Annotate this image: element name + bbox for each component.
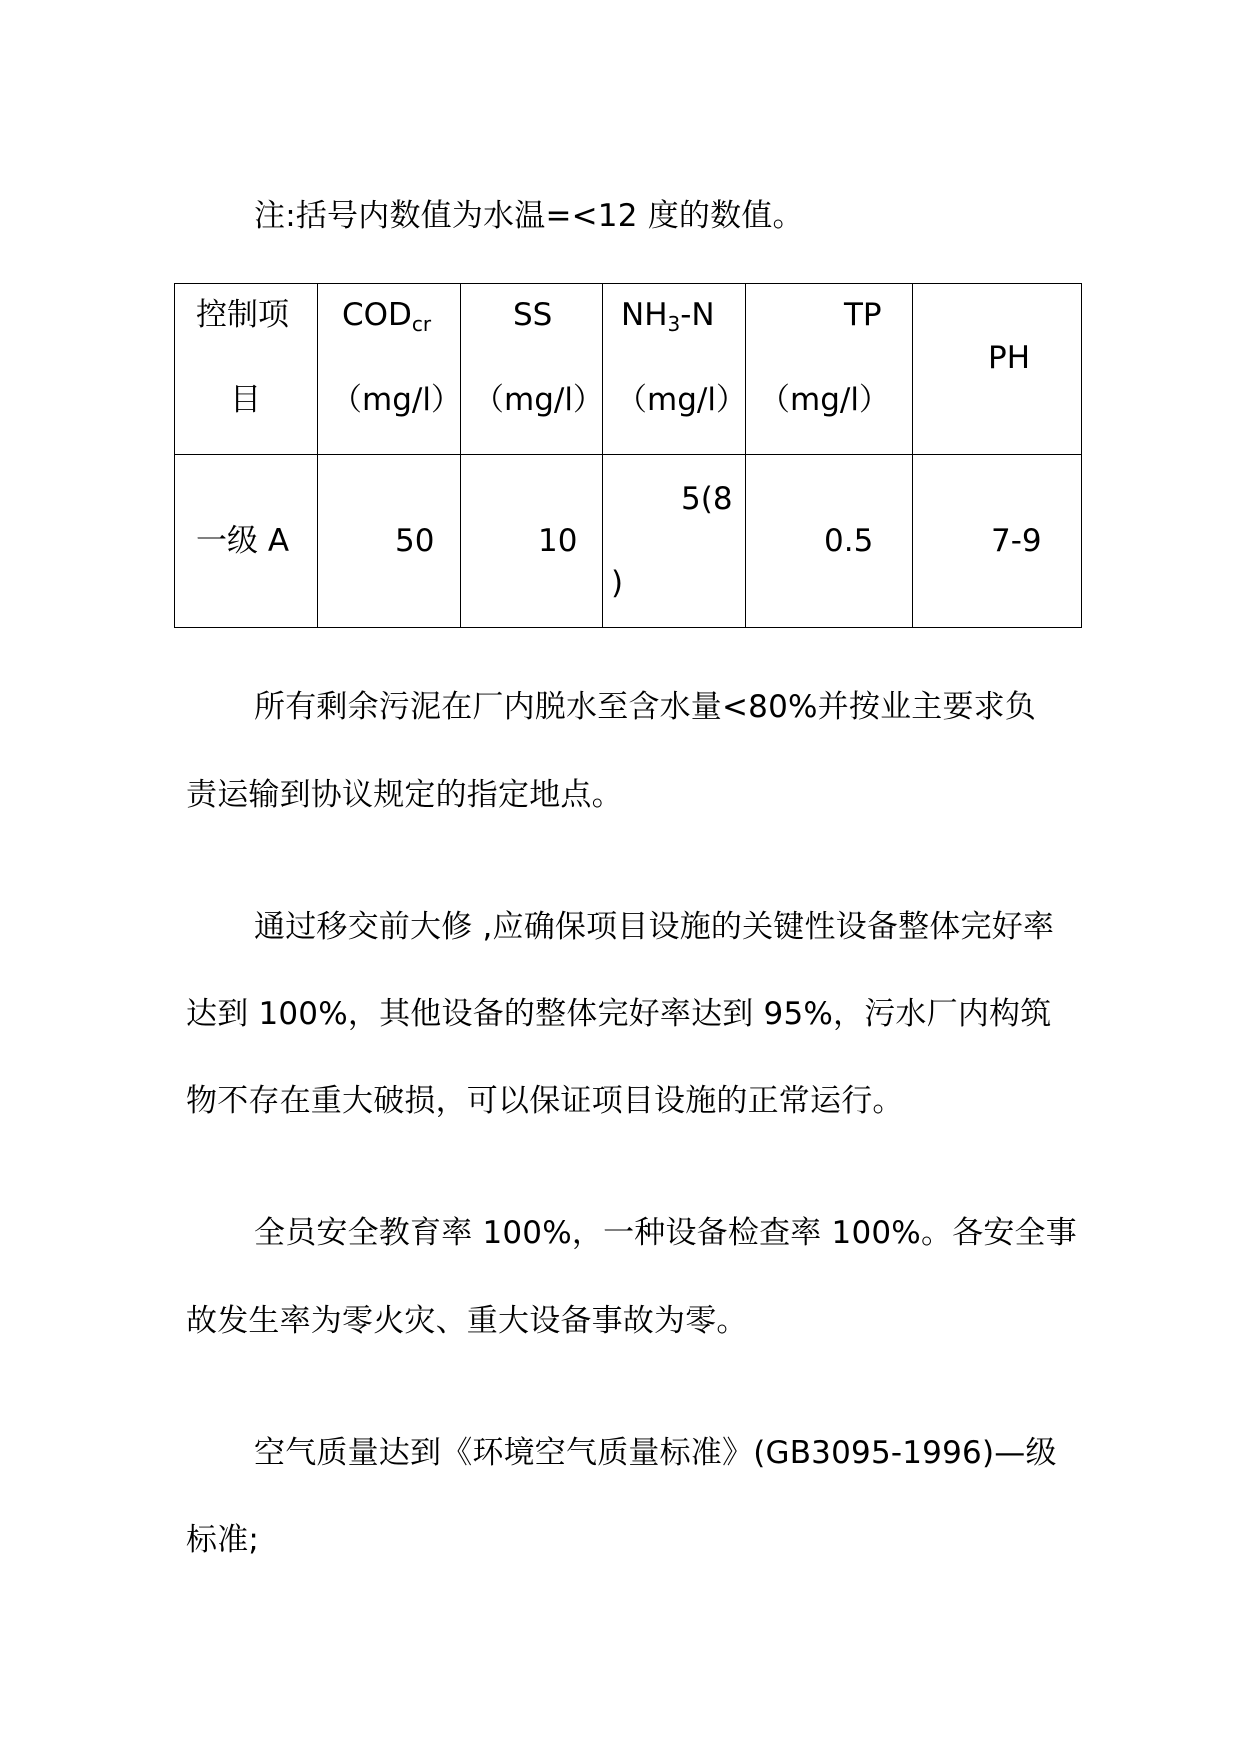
cell-cod-value: 50 [395,523,435,559]
cell-grade-value: 一级 A [196,523,290,559]
header-nh3n-sub: 3 [667,312,681,336]
paragraph-safety-line1: 全员安全教育率 100%，一种设备检查率 100%。各安全事 [254,1215,1077,1251]
cell-ph [913,455,1082,628]
table-header-row [175,284,1082,455]
header-cod-sub: cr [411,312,432,336]
header-nh3n-unit: （mg/l） [616,382,747,418]
header-ss [461,284,603,455]
header-cod-label [342,295,431,344]
paragraph-sludge-line1: 所有剩余污泥在厂内脱水至含水量<80%并按业主要求负 [254,689,1037,725]
header-ph-label: PH [988,340,1031,376]
header-ss-label: SS [513,297,553,333]
cell-grade [175,455,318,628]
header-cod [318,284,461,455]
paragraph-safety-line2: 故发生率为零火灾、重大设备事故为零。 [186,1303,748,1339]
paragraph-air-line2: 标准; [186,1522,260,1558]
cell-tp-value: 0.5 [824,523,874,559]
header-tp-label: TP [844,297,882,333]
table-note: 注:括号内数值为水温=<12 度的数值。 [254,198,804,234]
header-control-item-line1: 控制项 [196,297,289,333]
cell-cod [318,455,461,628]
header-nh3n [603,284,746,455]
header-control-item-line2: 目 [230,382,261,418]
paragraph-air-line1: 空气质量达到《环境空气质量标准》(GB3095-1996)—级 [254,1435,1057,1471]
paragraph-overhaul-line3: 物不存在重大破损，可以保证项目设施的正常运行。 [186,1083,904,1119]
header-ph [913,284,1082,455]
header-cod-unit: （mg/l） [331,382,462,418]
cell-nh3n-value-line2: ) [611,565,624,601]
header-ss-unit: （mg/l） [473,382,604,418]
header-nh3n-post: -N [680,297,715,333]
effluent-standard-table [174,283,1082,628]
header-nh3n-label [621,295,715,344]
cell-tp [746,455,913,628]
cell-nh3n [603,455,746,628]
table-row-grade-a [175,455,1082,628]
cell-ss-value: 10 [538,523,578,559]
paragraph-sludge-line2: 责运输到协议规定的指定地点。 [186,777,623,813]
header-cod-main: COD [342,297,412,333]
header-tp-unit: （mg/l） [759,382,890,418]
paragraph-overhaul-line2: 达到 100%，其他设备的整体完好率达到 95%，污水厂内构筑 [186,996,1052,1032]
cell-ph-value: 7-9 [991,523,1042,559]
header-tp [746,284,913,455]
header-nh3n-pre: NH [621,297,668,333]
cell-ss [461,455,603,628]
cell-nh3n-value-line1: 5(8 [681,481,733,517]
paragraph-overhaul-line1: 通过移交前大修 ,应确保项目设施的关键性设备整体完好率 [254,909,1055,945]
header-control-item [175,284,318,455]
